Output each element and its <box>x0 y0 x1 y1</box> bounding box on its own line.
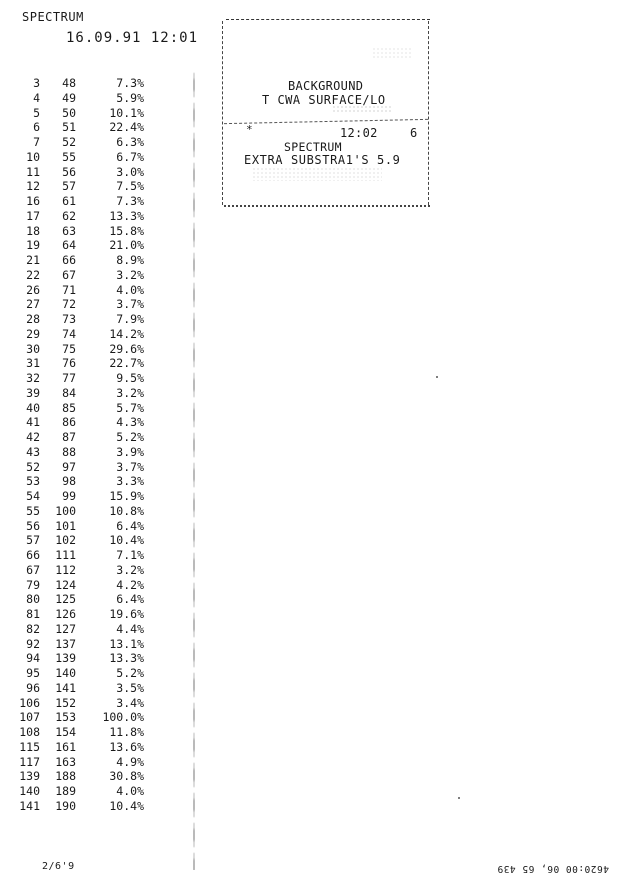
spectrum-index: 42 <box>26 430 40 444</box>
spectrum-index: 54 <box>26 489 40 503</box>
spectrum-row <box>0 238 200 253</box>
spectrum-mass: 154 <box>55 725 76 739</box>
spectrum-percent: 15.9% <box>109 489 144 503</box>
spectrum-mass: 52 <box>62 135 76 149</box>
spectrum-percent: 3.2% <box>116 267 144 282</box>
spectrum-percent: 5.9% <box>116 90 144 105</box>
spectrum-index: 95 <box>26 666 40 680</box>
spectrum-percent: 21.0% <box>109 238 144 253</box>
spectrum-mass: 66 <box>62 253 76 267</box>
spectrum-mass: 97 <box>62 459 76 474</box>
spectrum-index: 3 <box>33 76 40 90</box>
spectrum-mass: 190 <box>55 798 76 813</box>
spectrum-mass: 51 <box>62 120 76 135</box>
spectrum-percent: 13.3% <box>109 651 144 666</box>
spectrum-row <box>0 578 200 593</box>
spectrum-mass: 74 <box>62 326 76 341</box>
spectrum-mass: 127 <box>55 621 76 636</box>
spectrum-row <box>0 681 200 696</box>
spectrum-mass: 124 <box>55 577 76 592</box>
spectrum-index: 57 <box>26 533 40 548</box>
spectrum-row <box>0 474 200 489</box>
spectrum-index: 12 <box>26 179 40 194</box>
spectrum-mass: 153 <box>55 710 76 725</box>
spectrum-row <box>0 696 200 711</box>
spectrum-row <box>0 415 200 430</box>
spectrum-index: 79 <box>26 577 40 592</box>
spectrum-mass: 125 <box>55 592 76 607</box>
spectrum-mass: 161 <box>55 739 76 754</box>
spectrum-row <box>0 445 200 460</box>
spectrum-index: 96 <box>26 680 40 695</box>
label-smudge <box>372 47 412 59</box>
spectrum-percent: 6.7% <box>116 149 144 164</box>
spectrum-row <box>0 430 200 445</box>
spectrum-mass: 63 <box>62 223 76 238</box>
label-border-top <box>226 19 430 20</box>
spectrum-percent: 15.8% <box>109 223 144 238</box>
spectrum-percent: 22.7% <box>109 356 144 371</box>
spectrum-mass: 141 <box>55 680 76 695</box>
spectrum-index: 40 <box>26 400 40 415</box>
spectrum-row <box>0 120 200 135</box>
spectrum-row <box>0 637 200 652</box>
spectrum-row <box>0 268 200 283</box>
spectrum-index: 94 <box>26 651 40 666</box>
spectrum-row <box>0 592 200 607</box>
spectrum-percent: 7.9% <box>116 312 144 326</box>
spectrum-row <box>0 91 200 106</box>
spectrum-mass: 86 <box>62 415 76 430</box>
spectrum-mass: 87 <box>62 430 76 444</box>
spectrum-row <box>0 150 200 165</box>
spectrum-row <box>0 460 200 475</box>
spectrum-percent: 3.7% <box>116 297 144 312</box>
spectrum-list <box>0 76 200 814</box>
spectrum-percent: 30.8% <box>109 769 144 784</box>
spectrum-row <box>0 371 200 386</box>
spectrum-percent: 3.5% <box>116 680 144 695</box>
spectrum-mass: 111 <box>55 548 76 562</box>
spectrum-mass: 84 <box>62 385 76 400</box>
spectrum-mass: 126 <box>55 607 76 621</box>
spectrum-row <box>0 356 200 371</box>
spectrum-percent: 4.0% <box>116 784 144 798</box>
spectrum-row <box>0 283 200 298</box>
spectrum-index: 27 <box>26 297 40 312</box>
stray-mark <box>436 376 438 378</box>
spectrum-mass: 67 <box>62 267 76 282</box>
spectrum-row <box>0 106 200 121</box>
spectrum-index: 108 <box>19 725 40 739</box>
label-spectrum-detail: EXTRA SUBSTRA1'S 5.9 <box>244 153 401 167</box>
spectrum-row <box>0 194 200 209</box>
spectrum-percent: 6.4% <box>116 592 144 607</box>
spectrum-index: 41 <box>26 415 40 430</box>
spectrum-percent: 7.1% <box>116 548 144 562</box>
spectrum-mass: 98 <box>62 474 76 489</box>
spectrum-index: 106 <box>19 695 40 710</box>
spectrum-index: 55 <box>26 503 40 518</box>
spectrum-index: 140 <box>19 784 40 798</box>
spectrum-index: 139 <box>19 769 40 784</box>
spectrum-percent: 7.3% <box>116 76 144 90</box>
spectrum-row <box>0 165 200 180</box>
spectrum-percent: 29.6% <box>109 341 144 356</box>
spectrum-percent: 6.3% <box>116 135 144 149</box>
spectrum-mass: 62 <box>62 208 76 223</box>
spectrum-index: 117 <box>19 754 40 769</box>
spectrum-percent: 10.4% <box>109 798 144 813</box>
spectrum-mass: 137 <box>55 636 76 651</box>
spectrum-percent: 3.0% <box>116 164 144 179</box>
header-datetime: 16.09.91 12:01 <box>66 30 199 46</box>
spectrum-mass: 88 <box>62 444 76 459</box>
spectrum-row <box>0 489 200 504</box>
spectrum-index: 81 <box>26 607 40 621</box>
label-divider <box>224 119 428 124</box>
spectrum-percent: 4.3% <box>116 415 144 430</box>
spectrum-percent: 8.9% <box>116 253 144 267</box>
spectrum-mass: 85 <box>62 400 76 415</box>
spectrum-index: 115 <box>19 739 40 754</box>
spectrum-percent: 3.2% <box>116 385 144 400</box>
spectrum-percent: 22.4% <box>109 120 144 135</box>
label-spectrum-title: SPECTRUM <box>284 140 342 154</box>
spectrum-percent: 10.8% <box>109 503 144 518</box>
spectrum-row <box>0 76 200 91</box>
spectrum-mass: 55 <box>62 149 76 164</box>
label-border-bottom <box>224 205 430 207</box>
spectrum-percent: 3.4% <box>116 695 144 710</box>
spectrum-index: 31 <box>26 356 40 371</box>
spectrum-index: 66 <box>26 548 40 562</box>
spectrum-mass: 76 <box>62 356 76 371</box>
header-title: SPECTRUM <box>22 10 84 24</box>
spectrum-row <box>0 784 200 799</box>
spectrum-mass: 152 <box>55 695 76 710</box>
spectrum-row <box>0 342 200 357</box>
spectrum-index: 16 <box>26 194 40 208</box>
spectrum-row <box>0 740 200 755</box>
spectrum-index: 29 <box>26 326 40 341</box>
spectrum-row <box>0 179 200 194</box>
spectrum-index: 32 <box>26 371 40 385</box>
spectrum-percent: 5.2% <box>116 430 144 444</box>
spectrum-row <box>0 563 200 578</box>
spectrum-mass: 75 <box>62 341 76 356</box>
spectrum-index: 26 <box>26 282 40 297</box>
spectrum-mass: 73 <box>62 312 76 326</box>
spectrum-percent: 5.2% <box>116 666 144 680</box>
spectrum-percent: 7.3% <box>116 194 144 208</box>
spectrum-percent: 9.5% <box>116 371 144 385</box>
spectrum-index: 82 <box>26 621 40 636</box>
spectrum-index: 141 <box>19 798 40 813</box>
spectrum-mass: 57 <box>62 179 76 194</box>
spectrum-percent: 4.0% <box>116 282 144 297</box>
label-smudge <box>252 167 382 181</box>
spectrum-mass: 71 <box>62 282 76 297</box>
spectrum-mass: 77 <box>62 371 76 385</box>
spectrum-index: 53 <box>26 474 40 489</box>
label-background-detail: T CWA SURFACE/LO <box>262 93 386 107</box>
spectrum-index: 17 <box>26 208 40 223</box>
spectrum-mass: 49 <box>62 90 76 105</box>
spectrum-row <box>0 327 200 342</box>
perforation-dots <box>193 70 195 870</box>
spectrum-percent: 11.8% <box>109 725 144 739</box>
spectrum-index: 10 <box>26 149 40 164</box>
spectrum-row <box>0 710 200 725</box>
spectrum-percent: 3.3% <box>116 474 144 489</box>
spectrum-mass: 48 <box>62 76 76 90</box>
spectrum-percent: 19.6% <box>109 607 144 621</box>
spectrum-mass: 99 <box>62 489 76 503</box>
spectrum-index: 4 <box>33 90 40 105</box>
spectrum-percent: 4.2% <box>116 577 144 592</box>
spectrum-row <box>0 607 200 622</box>
spectrum-row <box>0 755 200 770</box>
spectrum-index: 80 <box>26 592 40 607</box>
label-time: 12:02 <box>340 126 378 140</box>
spectrum-percent: 10.4% <box>109 533 144 548</box>
spectrum-row <box>0 504 200 519</box>
spectrum-row <box>0 297 200 312</box>
spectrum-mass: 64 <box>62 238 76 253</box>
spectrum-index: 7 <box>33 135 40 149</box>
spectrum-row <box>0 209 200 224</box>
spectrum-percent: 14.2% <box>109 326 144 341</box>
spectrum-mass: 56 <box>62 164 76 179</box>
spectrum-row <box>0 799 200 814</box>
spectrum-mass: 188 <box>55 769 76 784</box>
spectrum-index: 30 <box>26 341 40 356</box>
spectrum-index: 6 <box>33 120 40 135</box>
label-count: 6 <box>410 126 418 140</box>
spectrum-percent: 3.7% <box>116 459 144 474</box>
spectrum-percent: 5.7% <box>116 400 144 415</box>
spectrum-mass: 140 <box>55 666 76 680</box>
spectrum-row <box>0 533 200 548</box>
spectrum-mass: 139 <box>55 651 76 666</box>
spectrum-index: 18 <box>26 223 40 238</box>
spectrum-percent: 4.4% <box>116 621 144 636</box>
spectrum-percent: 3.2% <box>116 562 144 577</box>
spectrum-row <box>0 651 200 666</box>
spectrum-mass: 100 <box>55 503 76 518</box>
spectrum-index: 67 <box>26 562 40 577</box>
spectrum-mass: 189 <box>55 784 76 798</box>
label-border-right <box>428 21 429 205</box>
spectrum-index: 21 <box>26 253 40 267</box>
spectrum-index: 39 <box>26 385 40 400</box>
spectrum-mass: 163 <box>55 754 76 769</box>
spectrum-row <box>0 135 200 150</box>
spectrum-row <box>0 312 200 327</box>
spectrum-index: 22 <box>26 267 40 282</box>
spectrum-mass: 61 <box>62 194 76 208</box>
label-border-left <box>222 21 223 205</box>
spectrum-index: 52 <box>26 459 40 474</box>
spectrum-mass: 112 <box>55 562 76 577</box>
spectrum-percent: 7.5% <box>116 179 144 194</box>
spectrum-index: 56 <box>26 518 40 533</box>
spectrum-mass: 102 <box>55 533 76 548</box>
sample-label <box>222 17 430 207</box>
spectrum-index: 107 <box>19 710 40 725</box>
spectrum-index: 28 <box>26 312 40 326</box>
spectrum-mass: 50 <box>62 105 76 120</box>
spectrum-row <box>0 519 200 534</box>
spectrum-index: 43 <box>26 444 40 459</box>
spectrum-percent: 13.3% <box>109 208 144 223</box>
spectrum-row <box>0 622 200 637</box>
spectrum-percent: 10.1% <box>109 105 144 120</box>
label-background-title: BACKGROUND <box>288 79 364 93</box>
spectrum-percent: 100.0% <box>102 710 144 725</box>
spectrum-row <box>0 401 200 416</box>
footer-left: 2/6'9 <box>42 861 75 872</box>
spectrum-index: 5 <box>33 105 40 120</box>
spectrum-percent: 13.6% <box>109 739 144 754</box>
spectrum-row <box>0 253 200 268</box>
spectrum-index: 92 <box>26 636 40 651</box>
spectrum-row <box>0 224 200 239</box>
spectrum-row <box>0 769 200 784</box>
label-marker: * <box>246 123 253 136</box>
spectrum-row <box>0 386 200 401</box>
spectrum-index: 11 <box>26 164 40 179</box>
spectrum-row <box>0 725 200 740</box>
spectrum-row <box>0 548 200 563</box>
spectrum-percent: 3.9% <box>116 444 144 459</box>
spectrum-row <box>0 666 200 681</box>
stray-mark <box>458 797 460 799</box>
footer-right: 4620:00 06, 65 439 <box>497 863 609 874</box>
spectrum-mass: 72 <box>62 297 76 312</box>
spectrum-mass: 101 <box>55 518 76 533</box>
spectrum-percent: 6.4% <box>116 518 144 533</box>
spectrum-percent: 4.9% <box>116 754 144 769</box>
spectrum-percent: 13.1% <box>109 636 144 651</box>
spectrum-index: 19 <box>26 238 40 253</box>
